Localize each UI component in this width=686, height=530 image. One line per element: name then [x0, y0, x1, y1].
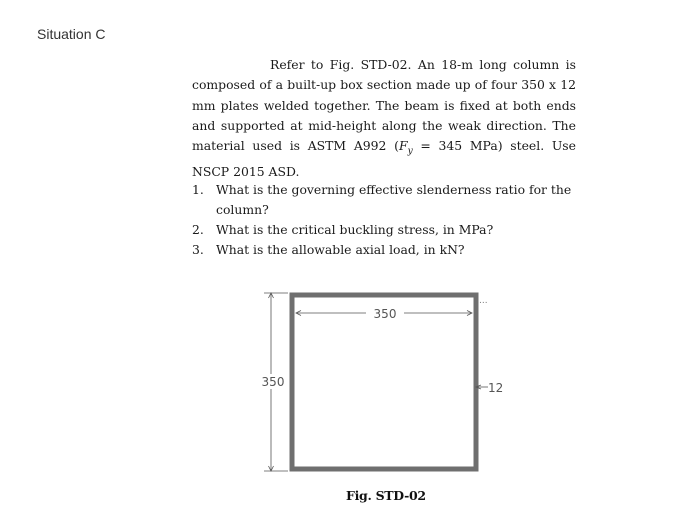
problem-intro: Refer to Fig. STD-02. An 18-m long column is composed of a built-up box section made up of four 350 x 12 mm plates welded together. The beam is fixed at both ends and supported at mid-height along the weak direction. The material used is ASTM A992 ( — [192, 57, 576, 154]
thickness-label: 12 — [488, 381, 504, 395]
width-label: 350 — [373, 307, 397, 321]
question-text: What is the critical buckling stress, in MPa? — [216, 222, 494, 237]
question-text: What is the governing effective slenderness ratio for the column? — [216, 182, 572, 217]
section-heading: Situation C — [37, 26, 106, 42]
box-section-outline — [292, 295, 476, 469]
height-label: 350 — [261, 375, 285, 389]
question-text: What is the allowable axial load, in kN? — [216, 242, 465, 257]
fy-value: = 345 MPa — [412, 138, 498, 154]
fy-symbol: F — [398, 138, 408, 154]
ellipsis-mark: ... — [479, 296, 488, 306]
question-number: 1. — [192, 182, 204, 197]
question-number: 3. — [192, 242, 204, 257]
figure-caption: Fig. STD-02 — [346, 488, 426, 503]
question-number: 2. — [192, 222, 204, 237]
fy-subscript: y — [407, 146, 413, 157]
problem-tail: ) steel. Use NSCP 2015 ASD. — [192, 138, 576, 179]
